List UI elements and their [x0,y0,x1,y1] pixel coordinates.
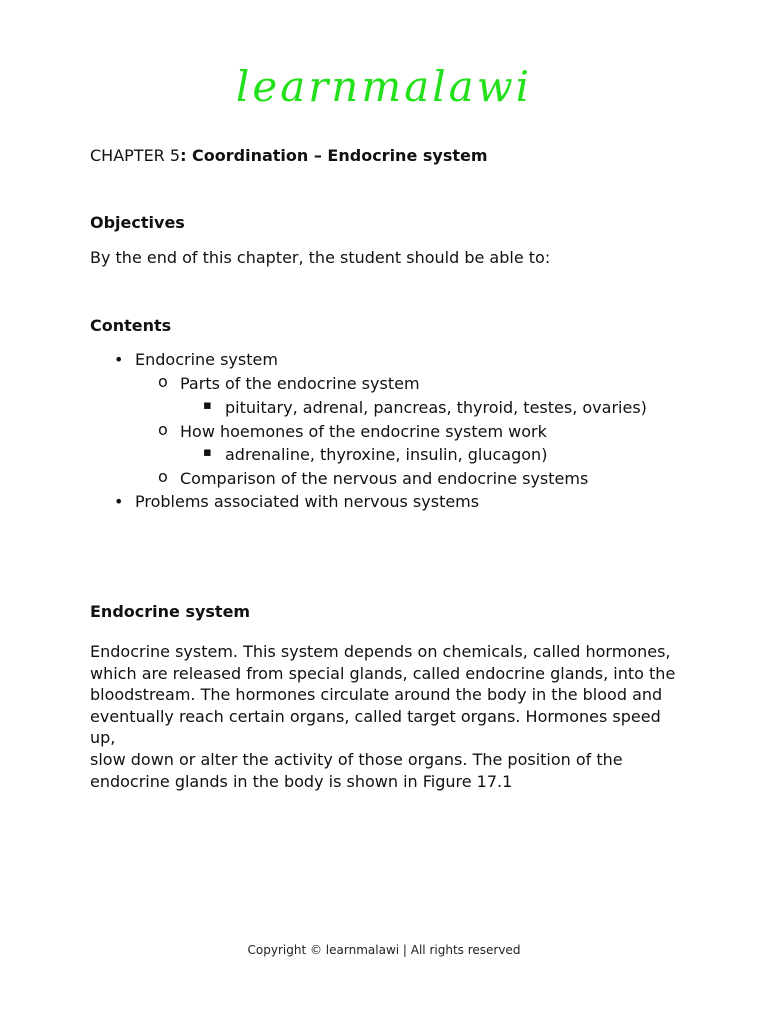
chapter-name: : Coordination – Endocrine system [180,146,488,165]
list-bullet-icon: • [114,492,124,511]
list-bullet-icon: • [114,350,124,369]
chapter-title [90,146,488,165]
list-item: Comparison of the nervous and endocrine systems [180,469,589,488]
list-item: Endocrine system [135,350,278,369]
list-item: Problems associated with nervous systems [135,492,480,511]
contents-heading: Contents [90,316,172,335]
list-item: Parts of the endocrine system [180,374,420,393]
list-item: adrenaline, thyroxine, insulin, glucagon) [225,445,548,464]
paragraph-line: slow down or alter the activity of those organs. The position of the [90,749,623,769]
chapter-number: CHAPTER 5 [90,146,181,165]
paragraph-line: Endocrine system. This system depends on chemicals, called hormones, [90,642,671,661]
endocrine-paragraph [90,641,690,792]
paragraph-line: bloodstream. The hormones circulate around the body in the blood and [90,685,663,705]
list-circle-icon: o [158,467,168,486]
objectives-heading: Objectives [90,213,185,232]
copyright-footer: Copyright © learnmalawi | All rights reserved [247,943,521,957]
list-item: pituitary, adrenal, pancreas, thyroid, testes, ovaries) [225,398,647,417]
paragraph-line: endocrine glands in the body is shown in Figure 17.1 [90,771,513,791]
objectives-intro: By the end of this chapter, the student should be able to: [90,248,551,267]
paragraph-line: eventually reach certain organs, called target organs. Hormones speed up, [90,706,661,748]
endocrine-heading: Endocrine system [90,602,251,621]
list-item: How hoemones of the endocrine system work [180,422,547,441]
list-circle-icon: o [158,372,168,391]
paragraph-line: which are released from special glands, called endocrine glands, into the [90,663,676,683]
list-square-icon: ▪ [203,398,212,413]
list-square-icon: ▪ [203,445,212,460]
brand-logo-text: learnmalawi [235,62,533,111]
list-circle-icon: o [158,420,168,439]
